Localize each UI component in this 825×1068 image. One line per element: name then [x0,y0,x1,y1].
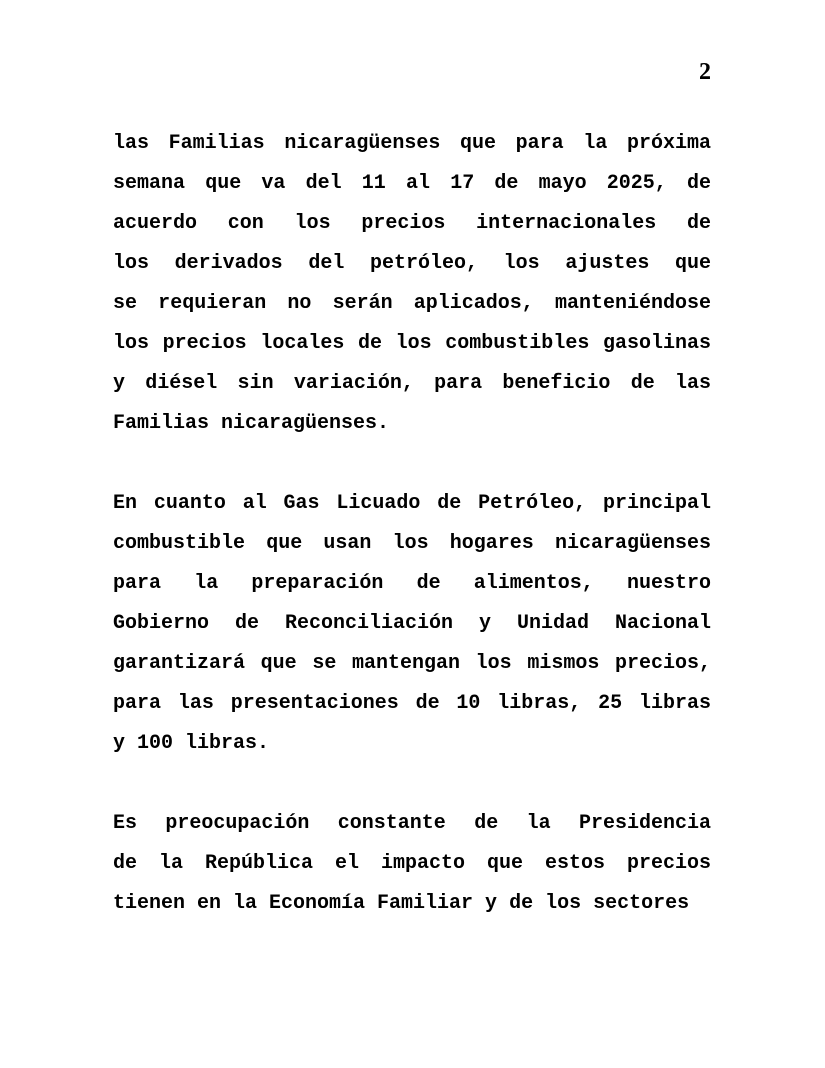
text-line: las Familias nicaragüenses que para la próxima [113,132,711,155]
text-line: para la preparación de alimentos, nuestro [113,572,711,595]
text-line: y 100 libras. [113,732,270,755]
text-line: Familias nicaragüenses. [113,412,390,435]
text-line: En cuanto al Gas Licuado de Petróleo, principal [113,492,711,515]
text-line: garantizará que se mantengan los mismos precios, [113,652,711,675]
text-line: Gobierno de Reconciliación y Unidad Nacional [113,612,711,635]
paragraph [113,484,711,764]
text-line: se requieran no serán aplicados, manteniéndose [113,292,711,315]
text-line: de la República el impacto que estos precios [113,852,711,875]
document-body [113,124,711,924]
text-line: tienen en la Economía Familiar y de los sectores [113,892,690,915]
text-line: para las presentaciones de 10 libras, 25 libras [113,692,711,715]
page-number: 2 [699,59,711,85]
text-line: los precios locales de los combustibles gasolinas [113,332,711,355]
paragraph [113,804,711,924]
text-line: y diésel sin variación, para beneficio de las [113,372,711,395]
text-line: los derivados del petróleo, los ajustes que [113,252,711,275]
text-line: combustible que usan los hogares nicaragüenses [113,532,711,555]
text-line: acuerdo con los precios internacionales de [113,212,711,235]
paragraph [113,124,711,444]
text-line: Es preocupación constante de la Presidencia [113,812,711,835]
text-line: semana que va del 11 al 17 de mayo 2025, de [113,172,711,195]
